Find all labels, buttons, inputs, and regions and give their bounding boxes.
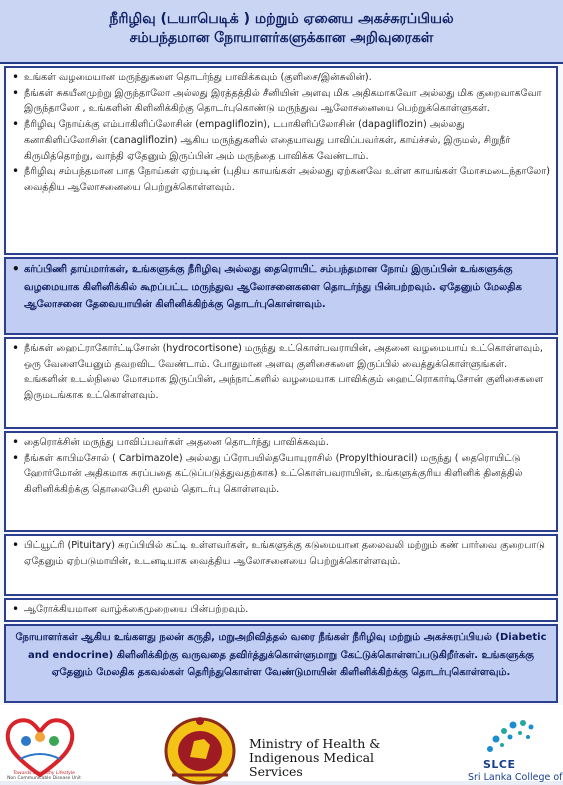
footer [0,705,563,781]
ncd-unit-name: Non Communicable Disease Unit [7,776,81,781]
ministry-name [249,737,419,779]
advice-item: • ஆரோக்கியமான வாழ்க்கைமுறையை பின்பற்றவும். [10,602,550,618]
section-diabetes-medication [4,66,558,255]
slce-logo-icon [480,715,540,757]
advice-item: • நீங்கள் ஹைட்ராகோர்ட்டிசோன் (hydrocortisone) மருந்து உட்கொள்பவராயின், அதனை வழமையாய் உட்கொள்ளவும், ஒரு வேளையேனும் தவறவிட வேண்டாம். போதுமான அளவு குளிசைகளை இருப்பில் வைத்துக்கொள்ளுங்கள். உங்களின் உடல்நிலை மோசமாக இருப்பின், அந்நாட்களில் வழமையாக பாவிக்கும் ஹைட்ரொகார்டிசோன் குளிசைகளை இருமடங்காக உட்கொள்ளவும். [10,341,550,404]
title-line-1: நீரிழிவு (டயாபெடிக் ) மற்றும் ஏனைய அகச்சுரப்பியல் [109,11,454,27]
title-banner [0,0,563,64]
advice-list [6,536,556,571]
ministry-line-1: Ministry of Health & [249,736,381,751]
advice-item: • நீங்கள் காபிமசோல் ( Carbimazole) அல்லது ப்ரோபயில்தயோயுராசில் (Propylthiouracil) மருந்து ( தைரொயிட்டு ஹோர்மோன் அதிகமாக சுரப்பதை கட்டுப்படுத்துவதற்காக) உட்கொள்பவராயின், உங்களுக்குரிய கிளினிக் தினத்தில் கிளினிக்கிற்க்கு தொலைபேசி மூலம் தொடர்பு கொள்ளவும். [10,451,550,498]
advice-list [6,600,556,620]
advice-item: • கர்ப்பிணி தாய்மார்கள், உங்களுக்கு நீரிழிவு அல்லது தைரொயிட் சம்பந்தமான நோய் இருப்பின் உங்களுக்கு வழமையாக கிளினிக்கில் கூறப்பட்ட மருந்துவ ஆலோசனைகளை தொடர்ந்து பின்பற்றவும். ஏதேனும் மேலதிக ஆலோசனை தேவையாயின் கிளினிக்கிற்க்கு தொடர்புகொள்ளவும். [10,261,550,314]
ncd-heart-logo [4,715,76,779]
sri-lanka-emblem [160,711,240,785]
section-clinic-notice [4,624,558,703]
section-lifestyle [4,598,558,622]
title-line-2: சம்பந்தமான நோயாளர்களுக்கான அறிவுரைகள் [129,30,434,46]
advice-item: • நீரிழிவு நோய்க்கு எம்பாகிளிப்லோசின் (empagliflozin), டபாகிளிப்லோசின் (dapagliflozin) அல்லது கனாகிளிப்லோசின் (canagliflozin) ஆகிய மருந்துகளில் எதையாவது பாவிப்பவர்கள், காய்ச்சல், இருமல், சிறுநீர் கிருமித்தொற்று, வாந்தி ஏதேனும் இருப்பின் அம் மருந்தை பாவிக்க வேண்டாம். [10,117,550,164]
advice-item: • நீரிழிவு சம்பந்தமான பாத நோய்கள் ஏற்படின் (புதிய காயங்கள் அல்லது ஏற்கனவே உள்ள காயங்கள் மோசமடைந்தாலோ) வைத்திய ஆலோசனையை பெற்றுக்கொள்ளவும். [10,164,550,195]
clinic-notice-text: நோயாளர்கள் ஆகிய உங்களது நலன் கருதி, மறுஅறிவித்தல் வரை நீங்கள் நீரிழிவு மற்றும் அகச்சுரப்பியல் (Diabetic and endocrine) கிளினிக்கிற்கு வருவதை தவிர்த்துக்கொள்ளுமாறு கேட்டுக்கொள்ளப்படுகிறீர்கள். உங்களுக்கு ஏதேனும் மேலதிக தகவல்கள் தெரிந்துகொள்ள வேண்டுமாயின் கிளினிக்கிற்க்கு தொடர்புகொள்ளவும். [15,632,547,678]
advice-item: • தைரொக்சின் மருந்து பாவிப்பவர்கள் அதனை தொடர்ந்து பாவிக்கவும். [10,435,550,451]
ncd-unit-label [4,771,84,781]
slce-abbreviation: SLCE [483,758,516,771]
advice-item: • நீங்கள் சுகயீனமுற்று இருந்தாலோ அல்லது இரத்தத்தில் சீனியின் அளவு மிக அதிகமாகவோ அல்லது மிக குறைவாகவோ இருந்தாலோ , உங்களின் கிளினிக்கிற்கு தொடர்புகொண்டு மருந்துவ ஆலோசனையை பெற்றுக்கொள்ளுகள். [10,86,550,117]
advice-list [6,259,556,316]
section-pituitary [4,534,558,596]
advice-list [6,433,556,500]
advice-list [6,339,556,406]
advice-item: • பிட்யூட்ரி (Pituitary) சுரப்பியில் கட்டி உள்ளவர்கள், உங்களுக்கு கடுமையான தலைவலி மற்றும் கண் பார்வை குறைபாடு ஏதேனும் ஏற்படுமாயின், உடனடியாக வைத்திய ஆலோசனையை பெற்றுக்கொள்ளவும். [10,538,550,569]
slce-college-name: Sri Lanka College of [468,772,563,783]
ncd-tagline: Towards a Healthy Lifestyle [13,771,75,776]
advice-list [6,68,556,198]
section-hydrocortisone [4,337,558,429]
section-thyroid [4,431,558,532]
ministry-line-2: Indigenous Medical [249,750,375,765]
section-pregnant-mothers [4,257,558,335]
advice-item: • உங்கள் வழமையான மருந்துகளை தொடர்ந்து பாவிக்கவும் (குளிசை/இன்சுலின்). [10,70,550,86]
ministry-line-3: Services [249,764,303,779]
